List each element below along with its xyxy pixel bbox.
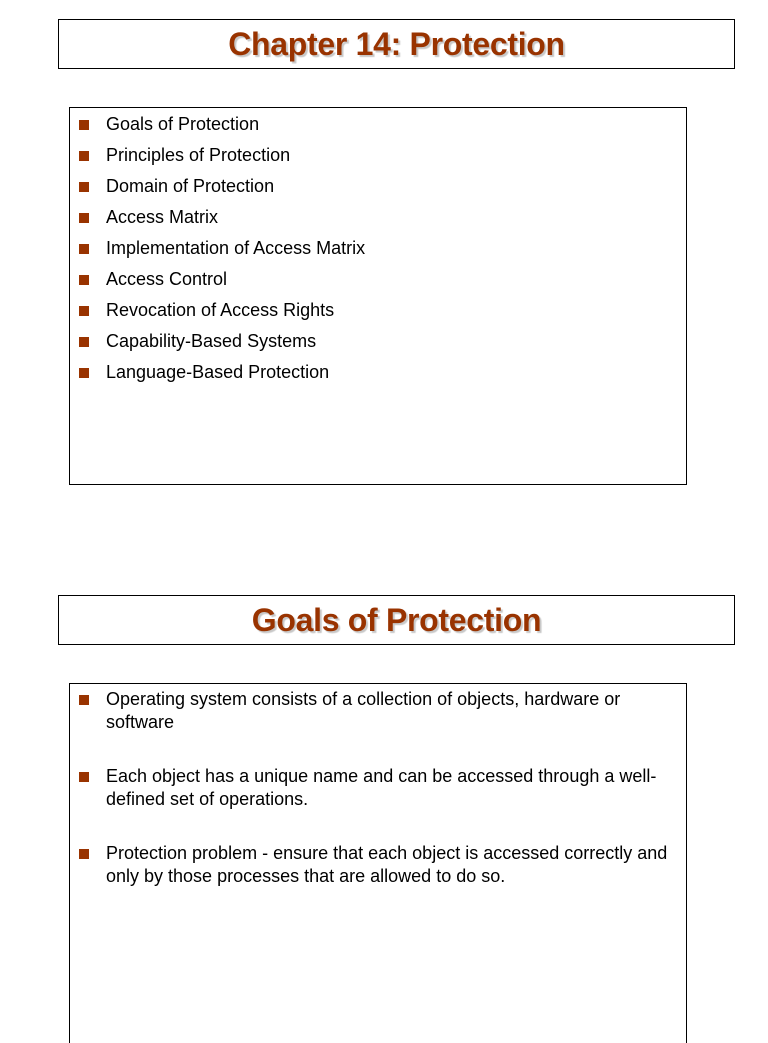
- slide-1-title: Chapter 14: Protection: [228, 25, 565, 62]
- slide-2-bullet-list: [70, 684, 686, 888]
- bullet-text: Operating system consists of a collection of objects, hardware or software: [106, 689, 621, 732]
- bullet-text: Access Control: [106, 269, 228, 289]
- list-item: [70, 842, 686, 888]
- list-item: [70, 175, 686, 198]
- bullet-text: Each object has a unique name and can be accessed through a well-defined set of operations.: [106, 766, 657, 809]
- square-bullet-icon: [79, 213, 89, 223]
- list-item: [70, 330, 686, 353]
- slide-1-bullet-list: [70, 108, 686, 384]
- slide-2-title-box: [58, 595, 735, 645]
- bullet-text: Revocation of Access Rights: [106, 300, 335, 320]
- square-bullet-icon: [79, 695, 89, 705]
- list-item: [70, 765, 686, 811]
- slide-1-title-box: [58, 19, 735, 69]
- square-bullet-icon: [79, 275, 89, 285]
- bullet-text: Implementation of Access Matrix: [106, 238, 366, 258]
- bullet-text: Principles of Protection: [106, 145, 291, 165]
- list-item: [70, 113, 686, 136]
- square-bullet-icon: [79, 368, 89, 378]
- list-item: [70, 206, 686, 229]
- bullet-text: Goals of Protection: [106, 114, 260, 134]
- bullet-text: Domain of Protection: [106, 176, 275, 196]
- square-bullet-icon: [79, 244, 89, 254]
- square-bullet-icon: [79, 306, 89, 316]
- square-bullet-icon: [79, 120, 89, 130]
- slide-2-content-box: [69, 683, 687, 1043]
- list-item: [70, 268, 686, 291]
- square-bullet-icon: [79, 772, 89, 782]
- square-bullet-icon: [79, 337, 89, 347]
- square-bullet-icon: [79, 849, 89, 859]
- slide-1-content-box: [69, 107, 687, 485]
- bullet-text: Language-Based Protection: [106, 362, 330, 382]
- list-item: [70, 688, 686, 734]
- list-item: [70, 299, 686, 322]
- square-bullet-icon: [79, 151, 89, 161]
- list-item: [70, 361, 686, 384]
- bullet-text: Capability-Based Systems: [106, 331, 317, 351]
- list-item: [70, 237, 686, 260]
- list-item: [70, 144, 686, 167]
- bullet-text: Protection problem - ensure that each object is accessed correctly and only by those processes that are allowed to do so.: [106, 843, 668, 886]
- bullet-text: Access Matrix: [106, 207, 219, 227]
- square-bullet-icon: [79, 182, 89, 192]
- slide-2-title: Goals of Protection: [251, 601, 542, 638]
